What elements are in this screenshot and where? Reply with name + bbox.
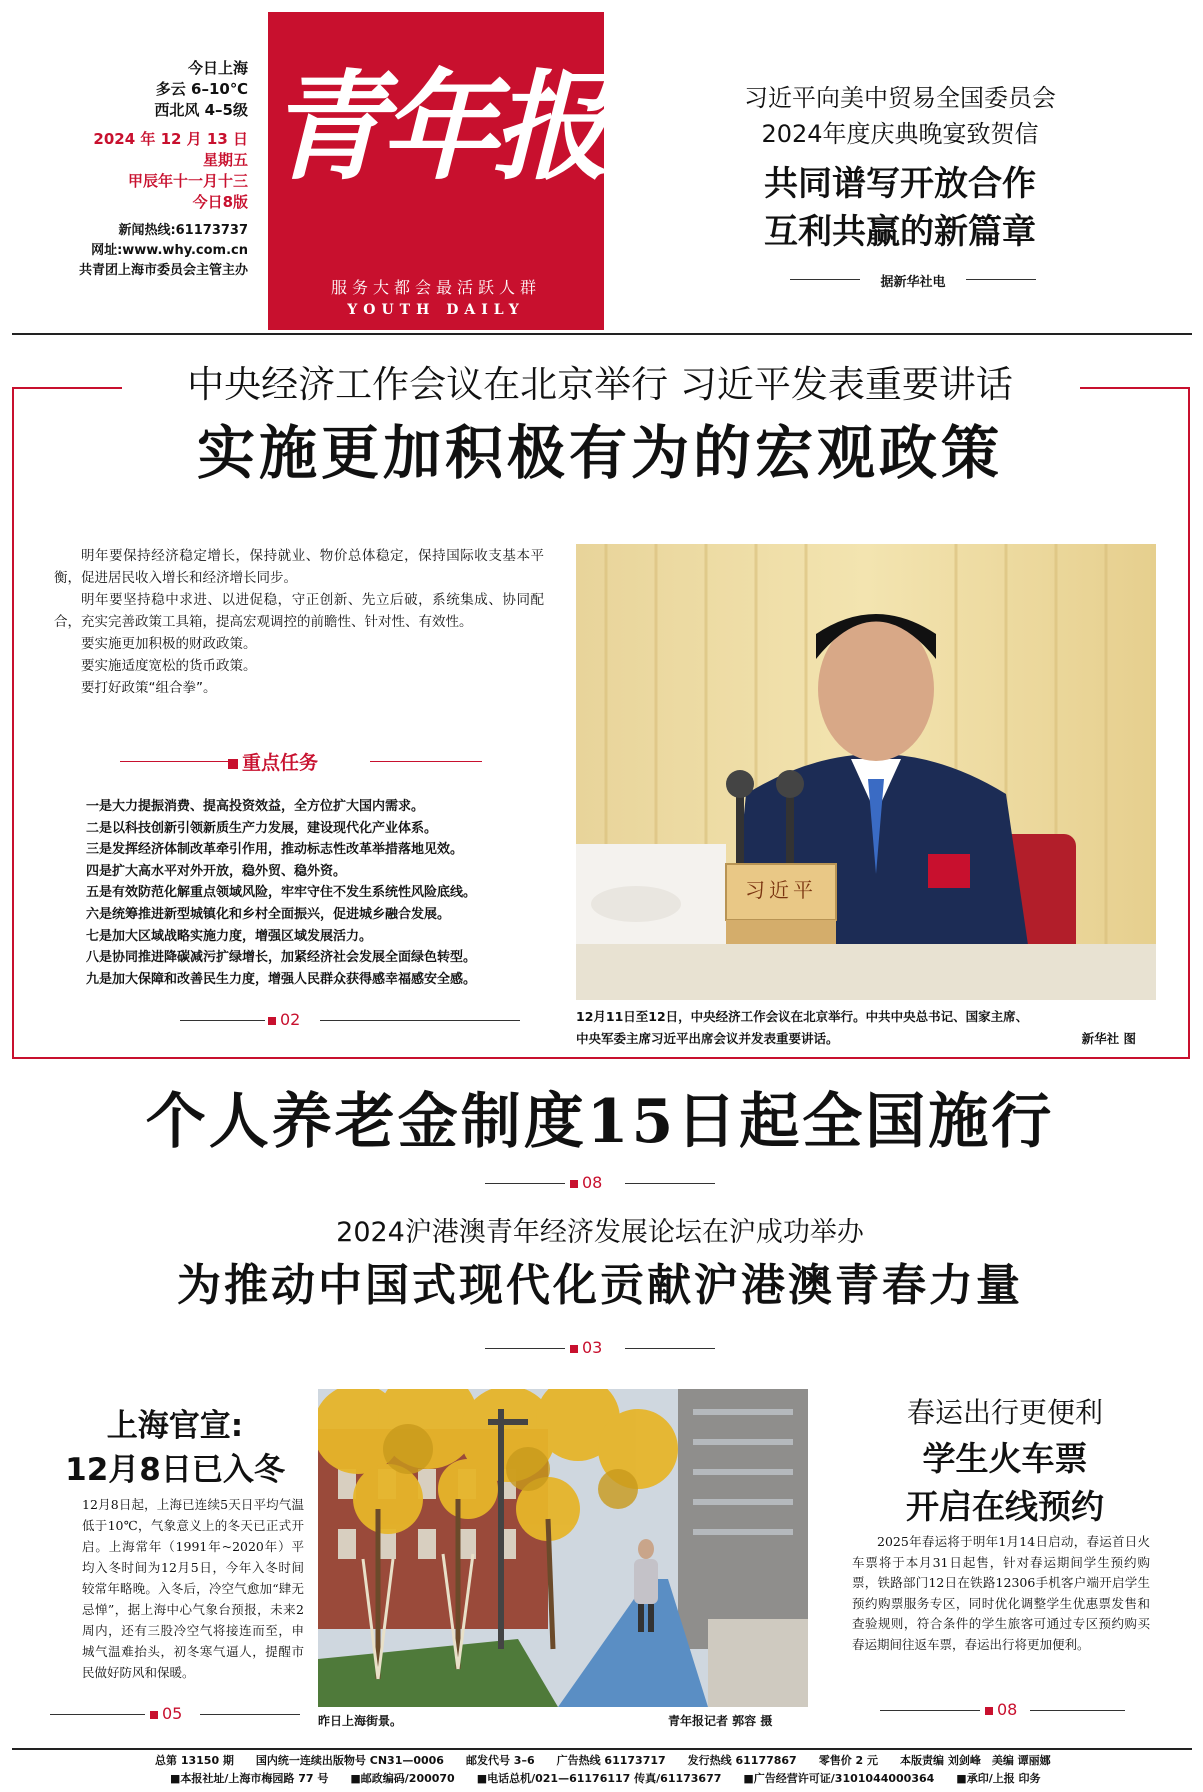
divider bbox=[966, 279, 1036, 280]
main-headline[interactable]: 实施更加积极有为的宏观政策 bbox=[196, 419, 1003, 487]
winter-body: 12月8日起，上海已连续5天日平均气温低于10℃，气象意义上的冬天已正式开启。上海常年（1991年~2020年）平均入冬时间为12月5日，今年入冬时间较常年略晚。入冬后，冷空气愈加“肆无忌惮”，据上海中心气象台预报，未来2周内，还有三股冷空气将接连而至，申城气温难抬头，初冬寒气逼人，提醒市民做好防风和保暖。 bbox=[82, 1497, 304, 1680]
divider bbox=[485, 1183, 565, 1184]
divider bbox=[120, 761, 230, 762]
train-kicker: 春运出行更便利 bbox=[906, 1396, 1103, 1429]
name-plate: 习近平 bbox=[745, 878, 817, 902]
weather-wind: 西北风 4–5级 bbox=[154, 101, 248, 119]
sponsor: 共青团上海市委员会主管主办 bbox=[78, 263, 248, 278]
train-body: 2025年春运将于明年1月14日启动，春运首日火车票将于本月31日起售，针对春运期间学生预约购票，铁路部门12日在铁路12306手机客户端开启学生预约购票服务专区，同时优化调整学生优惠票发售和查验规则，符合条件的学生旅客可通过专区预约购买春运期间往返车票，春运出行将更加便利。 bbox=[852, 1534, 1150, 1652]
train-title-line1: 学生火车票 bbox=[922, 1439, 1088, 1478]
street-scene bbox=[318, 1389, 808, 1707]
masthead-divider bbox=[12, 333, 1192, 335]
website[interactable]: 网址:www.why.com.cn bbox=[91, 243, 248, 258]
forum-headline[interactable]: 为推动中国式现代化贡献沪港澳青春力量 bbox=[177, 1260, 1023, 1311]
winter-street-photo[interactable] bbox=[318, 1389, 808, 1707]
lunar-date: 甲辰年十一月十三 bbox=[127, 172, 248, 190]
winter-title-line2: 12月8日已入冬 bbox=[65, 1452, 285, 1488]
main-photo[interactable] bbox=[576, 544, 1156, 1000]
divider bbox=[200, 1714, 300, 1715]
square-bullet-icon bbox=[268, 1017, 276, 1025]
lead-title-line2: 互利共赢的新篇章 bbox=[764, 212, 1036, 252]
tasks-heading: 重点任务 bbox=[228, 748, 318, 775]
page-ref-link[interactable]: 02 bbox=[268, 1010, 300, 1029]
divider bbox=[790, 279, 860, 280]
divider bbox=[1030, 1710, 1125, 1711]
winter-title-line1: 上海官宣: bbox=[106, 1408, 244, 1444]
lead-kicker-line2: 2024年度庆典晚宴致贺信 bbox=[761, 120, 1039, 148]
square-bullet-icon bbox=[985, 1707, 993, 1715]
main-kicker: 中央经济工作会议在北京举行 习近平发表重要讲话 bbox=[187, 363, 1013, 406]
page-count: 今日8版 bbox=[192, 193, 248, 211]
lead-story[interactable] bbox=[620, 80, 1180, 256]
intro-paragraph: 要实施更加积极的财政政策。 bbox=[81, 636, 257, 652]
intro-paragraph: 要打好政策“组合拳”。 bbox=[81, 680, 217, 696]
logo-slogan: 服务大都会最活跃人群 bbox=[330, 278, 541, 297]
lead-source: 据新华社电 bbox=[880, 275, 946, 290]
lead-title[interactable] bbox=[620, 160, 1180, 256]
task-item: 四是扩大高水平对外开放，稳外贸、稳外资。 bbox=[86, 863, 347, 879]
footer-contact-info: ■本报社址/上海市梅园路 77 号 ■邮政编码/200070 ■电话总机/021—61176117 传真/61173677 ■广告经营许可证/3101044000364 ■承印/上报 印务 bbox=[170, 1772, 1041, 1785]
divider bbox=[180, 1020, 265, 1021]
divider bbox=[370, 761, 482, 762]
caption-line2: 中央军委主席习近平出席会议并发表重要讲话。 新华社 图 bbox=[576, 1028, 1156, 1050]
square-bullet-icon bbox=[150, 1711, 158, 1719]
weather-city: 今日上海 bbox=[187, 59, 248, 77]
masthead-info bbox=[30, 58, 248, 281]
page-ref-link[interactable]: 03 bbox=[570, 1338, 602, 1357]
divider bbox=[50, 1714, 145, 1715]
photo-credit: 新华社 图 bbox=[1081, 1031, 1136, 1046]
page-ref-link[interactable]: 08 bbox=[985, 1700, 1017, 1719]
task-item: 六是统筹推进新型城镇化和乡村全面振兴，促进城乡融合发展。 bbox=[86, 906, 451, 922]
lead-title-line1: 共同谱写开放合作 bbox=[764, 164, 1036, 204]
task-item: 三是发挥经济体制改革牵引作用，推动标志性改革举措落地见效。 bbox=[86, 842, 464, 858]
news-hotline: 新闻热线:61173737 bbox=[118, 223, 248, 238]
task-item: 九是加大保障和改善民生力度，增强人民群众获得感幸福感安全感。 bbox=[86, 971, 477, 987]
train-title-line2: 开启在线预约 bbox=[906, 1487, 1104, 1526]
winter-photo-credit: 青年报记者 郭容 摄 bbox=[668, 1714, 773, 1728]
task-item: 一是大力提振消费、提高投资效益，全方位扩大国内需求。 bbox=[86, 799, 425, 814]
divider bbox=[880, 1710, 980, 1711]
square-bullet-icon bbox=[570, 1180, 578, 1188]
logo-english: YOUTH DAILY bbox=[347, 302, 525, 318]
main-intro bbox=[54, 545, 544, 699]
square-bullet-icon bbox=[570, 1345, 578, 1353]
issue-date: 2024 年 12 月 13 日 bbox=[93, 130, 248, 148]
divider bbox=[625, 1183, 715, 1184]
intro-paragraph: 明年要坚持稳中求进、以进促稳，守正创新、先立后破，系统集成、协同配合，充实完善政策工具箱，提高宏观调控的前瞻性、针对性、有效性。 bbox=[54, 592, 544, 630]
meeting-photo bbox=[576, 544, 1156, 1000]
tasks-list bbox=[86, 796, 556, 990]
caption-line1: 12月11日至12日，中央经济工作会议在北京举行。中共中央总书记、国家主席、 bbox=[576, 1009, 1029, 1024]
forum-kicker: 2024沪港澳青年经济发展论坛在沪成功举办 bbox=[336, 1217, 864, 1248]
page-ref-link[interactable]: 08 bbox=[570, 1173, 602, 1192]
task-item: 二是以科技创新引领新质生产力发展，建设现代化产业体系。 bbox=[86, 820, 438, 836]
divider bbox=[625, 1348, 715, 1349]
divider bbox=[320, 1020, 520, 1021]
task-item: 七是加大区域战略实施力度，增强区域发展活力。 bbox=[86, 928, 373, 944]
winter-photo-caption: 昨日上海街景。 bbox=[318, 1714, 403, 1728]
divider bbox=[485, 1348, 565, 1349]
page-ref-link[interactable]: 05 bbox=[150, 1704, 182, 1723]
task-item: 五是有效防范化解重点领域风险，牢牢守住不发生系统性风险底线。 bbox=[86, 885, 477, 901]
intro-paragraph: 要实施适度宽松的货币政策。 bbox=[81, 658, 257, 674]
pension-headline[interactable]: 个人养老金制度15日起全国施行 bbox=[145, 1087, 1055, 1157]
lead-kicker-line1: 习近平向美中贸易全国委员会 bbox=[744, 84, 1056, 112]
newspaper-logo[interactable] bbox=[268, 12, 604, 330]
lead-kicker bbox=[620, 80, 1180, 152]
footer-divider bbox=[12, 1748, 1192, 1750]
task-item: 八是协同推进降碳减污扩绿增长，加紧经济社会发展全面绿色转型。 bbox=[86, 950, 477, 966]
weather-sky: 多云 6–10℃ bbox=[155, 80, 248, 98]
winter-headline[interactable] bbox=[30, 1404, 320, 1492]
main-photo-caption bbox=[576, 1006, 1156, 1050]
issue-weekday: 星期五 bbox=[202, 151, 248, 169]
intro-paragraph: 明年要保持经济稳定增长，保持就业、物价总体稳定，保持国际收支基本平衡，促进居民收入增长和经济增长同步。 bbox=[54, 548, 544, 586]
train-headline[interactable] bbox=[855, 1435, 1155, 1531]
square-bullet-icon bbox=[228, 759, 238, 769]
logo-title: 青年报 bbox=[268, 57, 605, 196]
footer-publication-info: 总第 13150 期 国内统一连续出版物号 CN31—0006 邮发代号 3–6 广告热线 61173717 发行热线 61177867 零售价 2 元 本版责编 刘剑峰 美编 谭丽娜 bbox=[155, 1754, 1051, 1767]
